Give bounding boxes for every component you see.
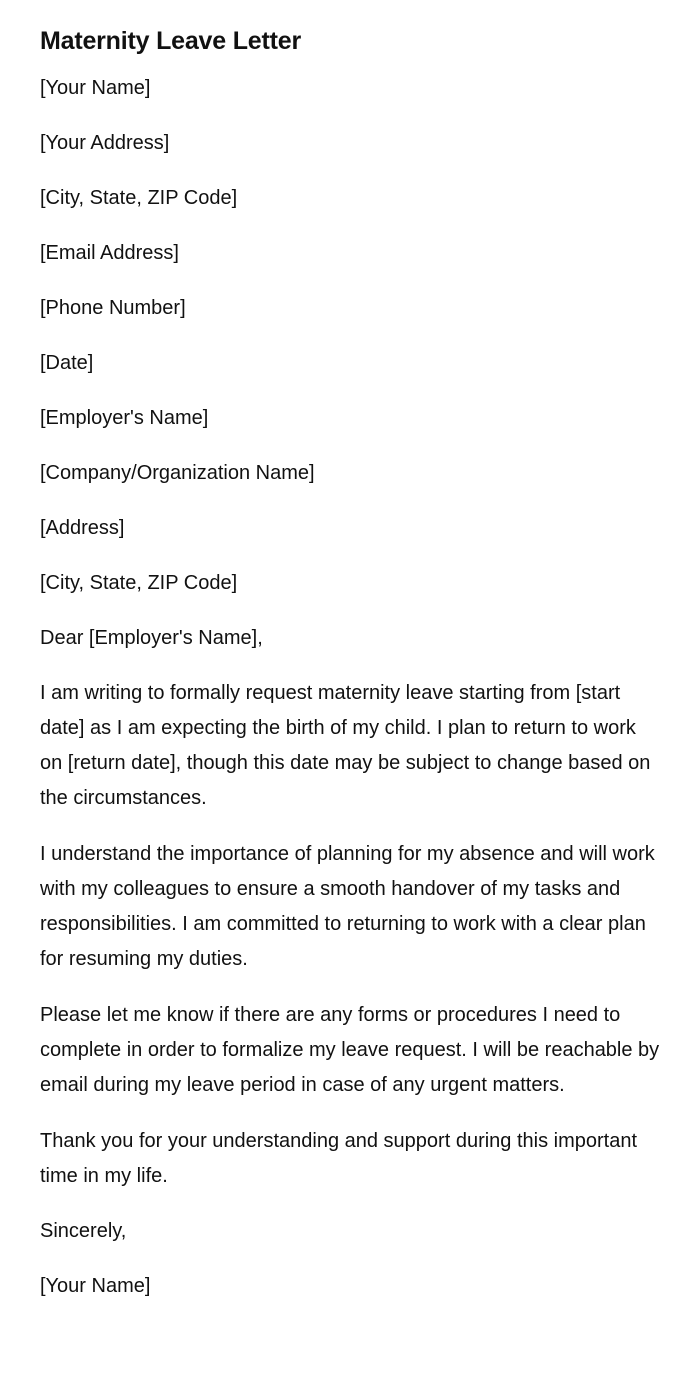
recipient-company: [Company/Organization Name] [40,462,315,484]
sender-name: [Your Name] [40,77,151,99]
body-paragraph: I understand the importance of planning for my absence and will work with my colleagues to ensure a smooth handover of my tasks and responsibilities. I am committed to returning to work with a clear plan for resuming my duties. [40,843,655,970]
sender-email: [Email Address] [40,242,179,264]
sender-block [40,71,660,381]
page-title: Maternity Leave Letter [40,27,301,55]
salutation: Dear [Employer's Name], [40,627,263,649]
body-paragraph: Please let me know if there are any forms or procedures I need to complete in order to formalize my leave request. I will be reachable by email during my leave period in case of any urgent matters. [40,1004,660,1096]
recipient-address: [Address] [40,517,125,539]
recipient-employer-name: [Employer's Name] [40,407,209,429]
sender-phone: [Phone Number] [40,297,186,319]
sender-city-state-zip: [City, State, ZIP Code] [40,187,238,209]
recipient-block [40,401,660,601]
body-paragraph: Thank you for your understanding and support during this important time in my life. [40,1130,638,1187]
signature: [Your Name] [40,1275,151,1297]
letter-body [40,676,660,1194]
sender-address: [Your Address] [40,132,170,154]
closing: Sincerely, [40,1220,127,1242]
letter-date: [Date] [40,352,94,374]
recipient-city-state-zip: [City, State, ZIP Code] [40,572,238,594]
body-paragraph: I am writing to formally request maternity leave starting from [start date] as I am expecting the birth of my child. I plan to return to work on [return date], though this date may be subject to change based on the circumstances. [40,682,651,809]
